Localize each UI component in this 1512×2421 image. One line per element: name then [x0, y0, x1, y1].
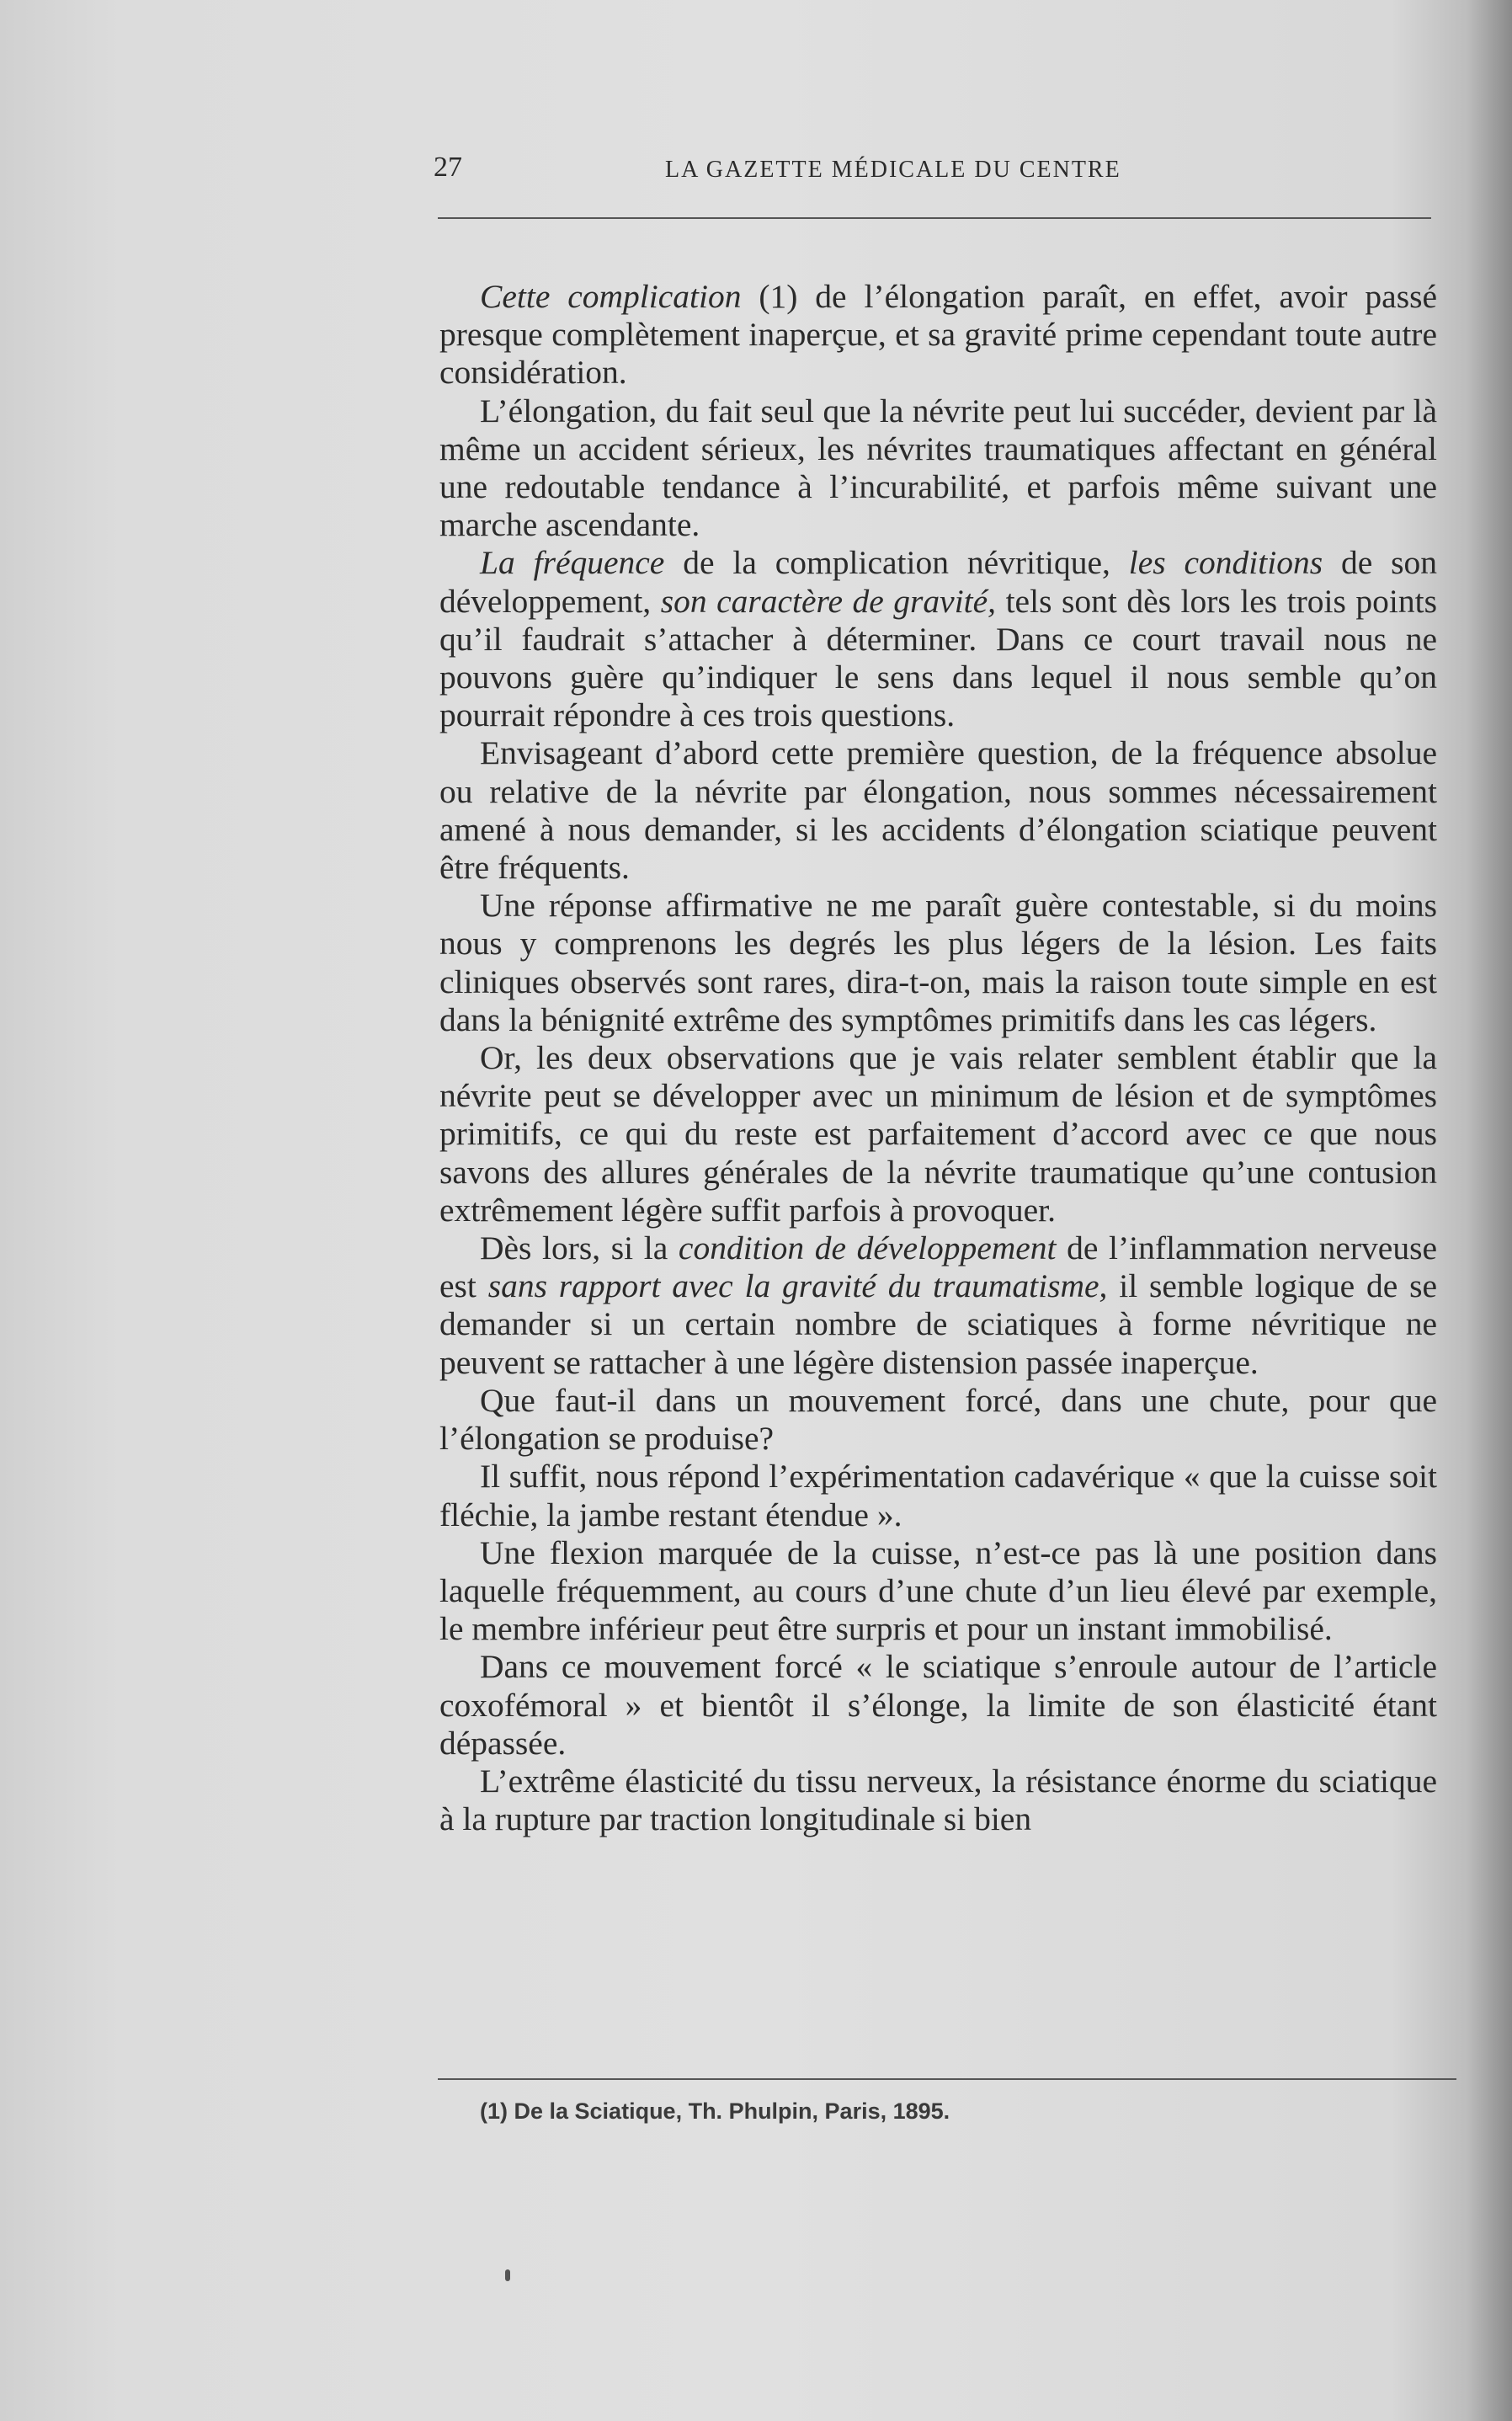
- paragraph: [439, 1648, 1437, 1762]
- text-run: Que faut-il dans un mouvement forcé, dans une chute, pour que l’élongation se produise?: [439, 1381, 1437, 1458]
- paragraph: [439, 1762, 1437, 1838]
- footnote-rule: [438, 2078, 1456, 2080]
- paragraph: [439, 392, 1437, 545]
- italic-run: La fréquence: [480, 544, 665, 582]
- text-run: Une réponse affirmative ne me paraît guère contestable, si du moins nous y comprenons les degrés les plus légers de la lésion. Les faits cliniques observés sont rares, dira-t-on, mais la raison toute simple en est dans la bénignité extrême des symptômes primitifs dans les cas légers.: [439, 887, 1437, 1038]
- italic-run: condition de développement: [678, 1229, 1057, 1267]
- text-run: de l’inflammation nerveuse est: [439, 1229, 1437, 1305]
- text-run: Il suffit, nous répond l’expérimentation cadavérique « que la cuisse soit fléchie, la jambe restant étendue ».: [439, 1458, 1437, 1533]
- paragraph: [439, 278, 1437, 392]
- paragraph: [439, 1039, 1437, 1229]
- paragraph: [439, 1229, 1437, 1382]
- italic-run: Cette complication: [480, 278, 742, 315]
- italic-run: les conditions: [1128, 544, 1323, 582]
- header-rule: [438, 217, 1431, 219]
- text-run: Dans ce mouvement forcé « le sciatique s’enroule autour de l’article coxofémoral » et bientôt il s’élonge, la limite de son élasticité étant dépassée.: [439, 1648, 1437, 1762]
- italic-run: son caractère de gravité,: [660, 582, 997, 620]
- text-run: tels sont dès lors les trois points qu’il faudrait s’attacher à déterminer. Dans ce court travail nous ne pouvons guère qu’indiquer le sens dans lequel il nous semble qu’on pourrait répondre à ces trois questions.: [439, 582, 1437, 734]
- text-run: (1) de l’élongation paraît, en effet, avoir passé presque complètement inaperçue, et sa gravité prime cependant toute autre considération.: [439, 278, 1437, 392]
- paragraph: [439, 887, 1437, 1039]
- text-run: L’élongation, du fait seul que la névrite peut lui succéder, devient par là même un accident sérieux, les névrites traumatiques affectant en général une redoutable tendance à l’incurabilité, et parfois même suivant une marche ascendante.: [439, 392, 1437, 544]
- text-run: L’extrême élasticité du tissu nerveux, la résistance énorme du sciatique à la rupture par traction longitudinale si bien: [439, 1762, 1437, 1838]
- text-run: Dès lors, si la: [480, 1229, 679, 1267]
- text-run: de son développement,: [439, 544, 1437, 620]
- text-run: Or, les deux observations que je vais relater semblent établir que la névrite peut se développer avec un minimum de lésion et de symptômes primitifs, ce qui du reste est parfaitement d’accord avec ce que nous savons des allures générales de la névrite traumatique qu’une contusion extrêmement légère suffit parfois à provoquer.: [439, 1039, 1437, 1229]
- paragraph: [439, 734, 1437, 887]
- text-run: il semble logique de se demander si un certain nombre de sciatiques à forme névritique ne peuvent se rattacher à une légère distension passée inaperçue.: [439, 1267, 1437, 1381]
- body-text: [439, 278, 1437, 1838]
- text-run: Une flexion marquée de la cuisse, n’est-ce pas là une position dans laquelle fréquemment, au cours d’une chute d’un lieu élevé par exemple, le membre inférieur peut être surpris et pour un instant immobilisé.: [439, 1533, 1437, 1648]
- paragraph: [439, 544, 1437, 734]
- page-number: 27: [434, 152, 462, 183]
- paragraph: [439, 1534, 1437, 1649]
- paragraph: [439, 1382, 1437, 1458]
- paragraph: [439, 1458, 1437, 1533]
- text-run: de la complication névritique,: [664, 544, 1129, 582]
- footnote: (1) De la Sciatique, Th. Phulpin, Paris, 1895.: [480, 2098, 950, 2124]
- running-head-title: LA GAZETTE MÉDICALE DU CENTRE: [665, 157, 1121, 183]
- text-run: Envisageant d’abord cette première question, de la fréquence absolue ou relative de la névrite par élongation, nous sommes nécessairement amené à nous demander, si les accidents d’élongation sciatique peuvent être fréquents.: [439, 734, 1437, 887]
- ink-speck: [505, 2269, 510, 2281]
- italic-run: sans rapport avec la gravité du traumatisme,: [487, 1267, 1108, 1305]
